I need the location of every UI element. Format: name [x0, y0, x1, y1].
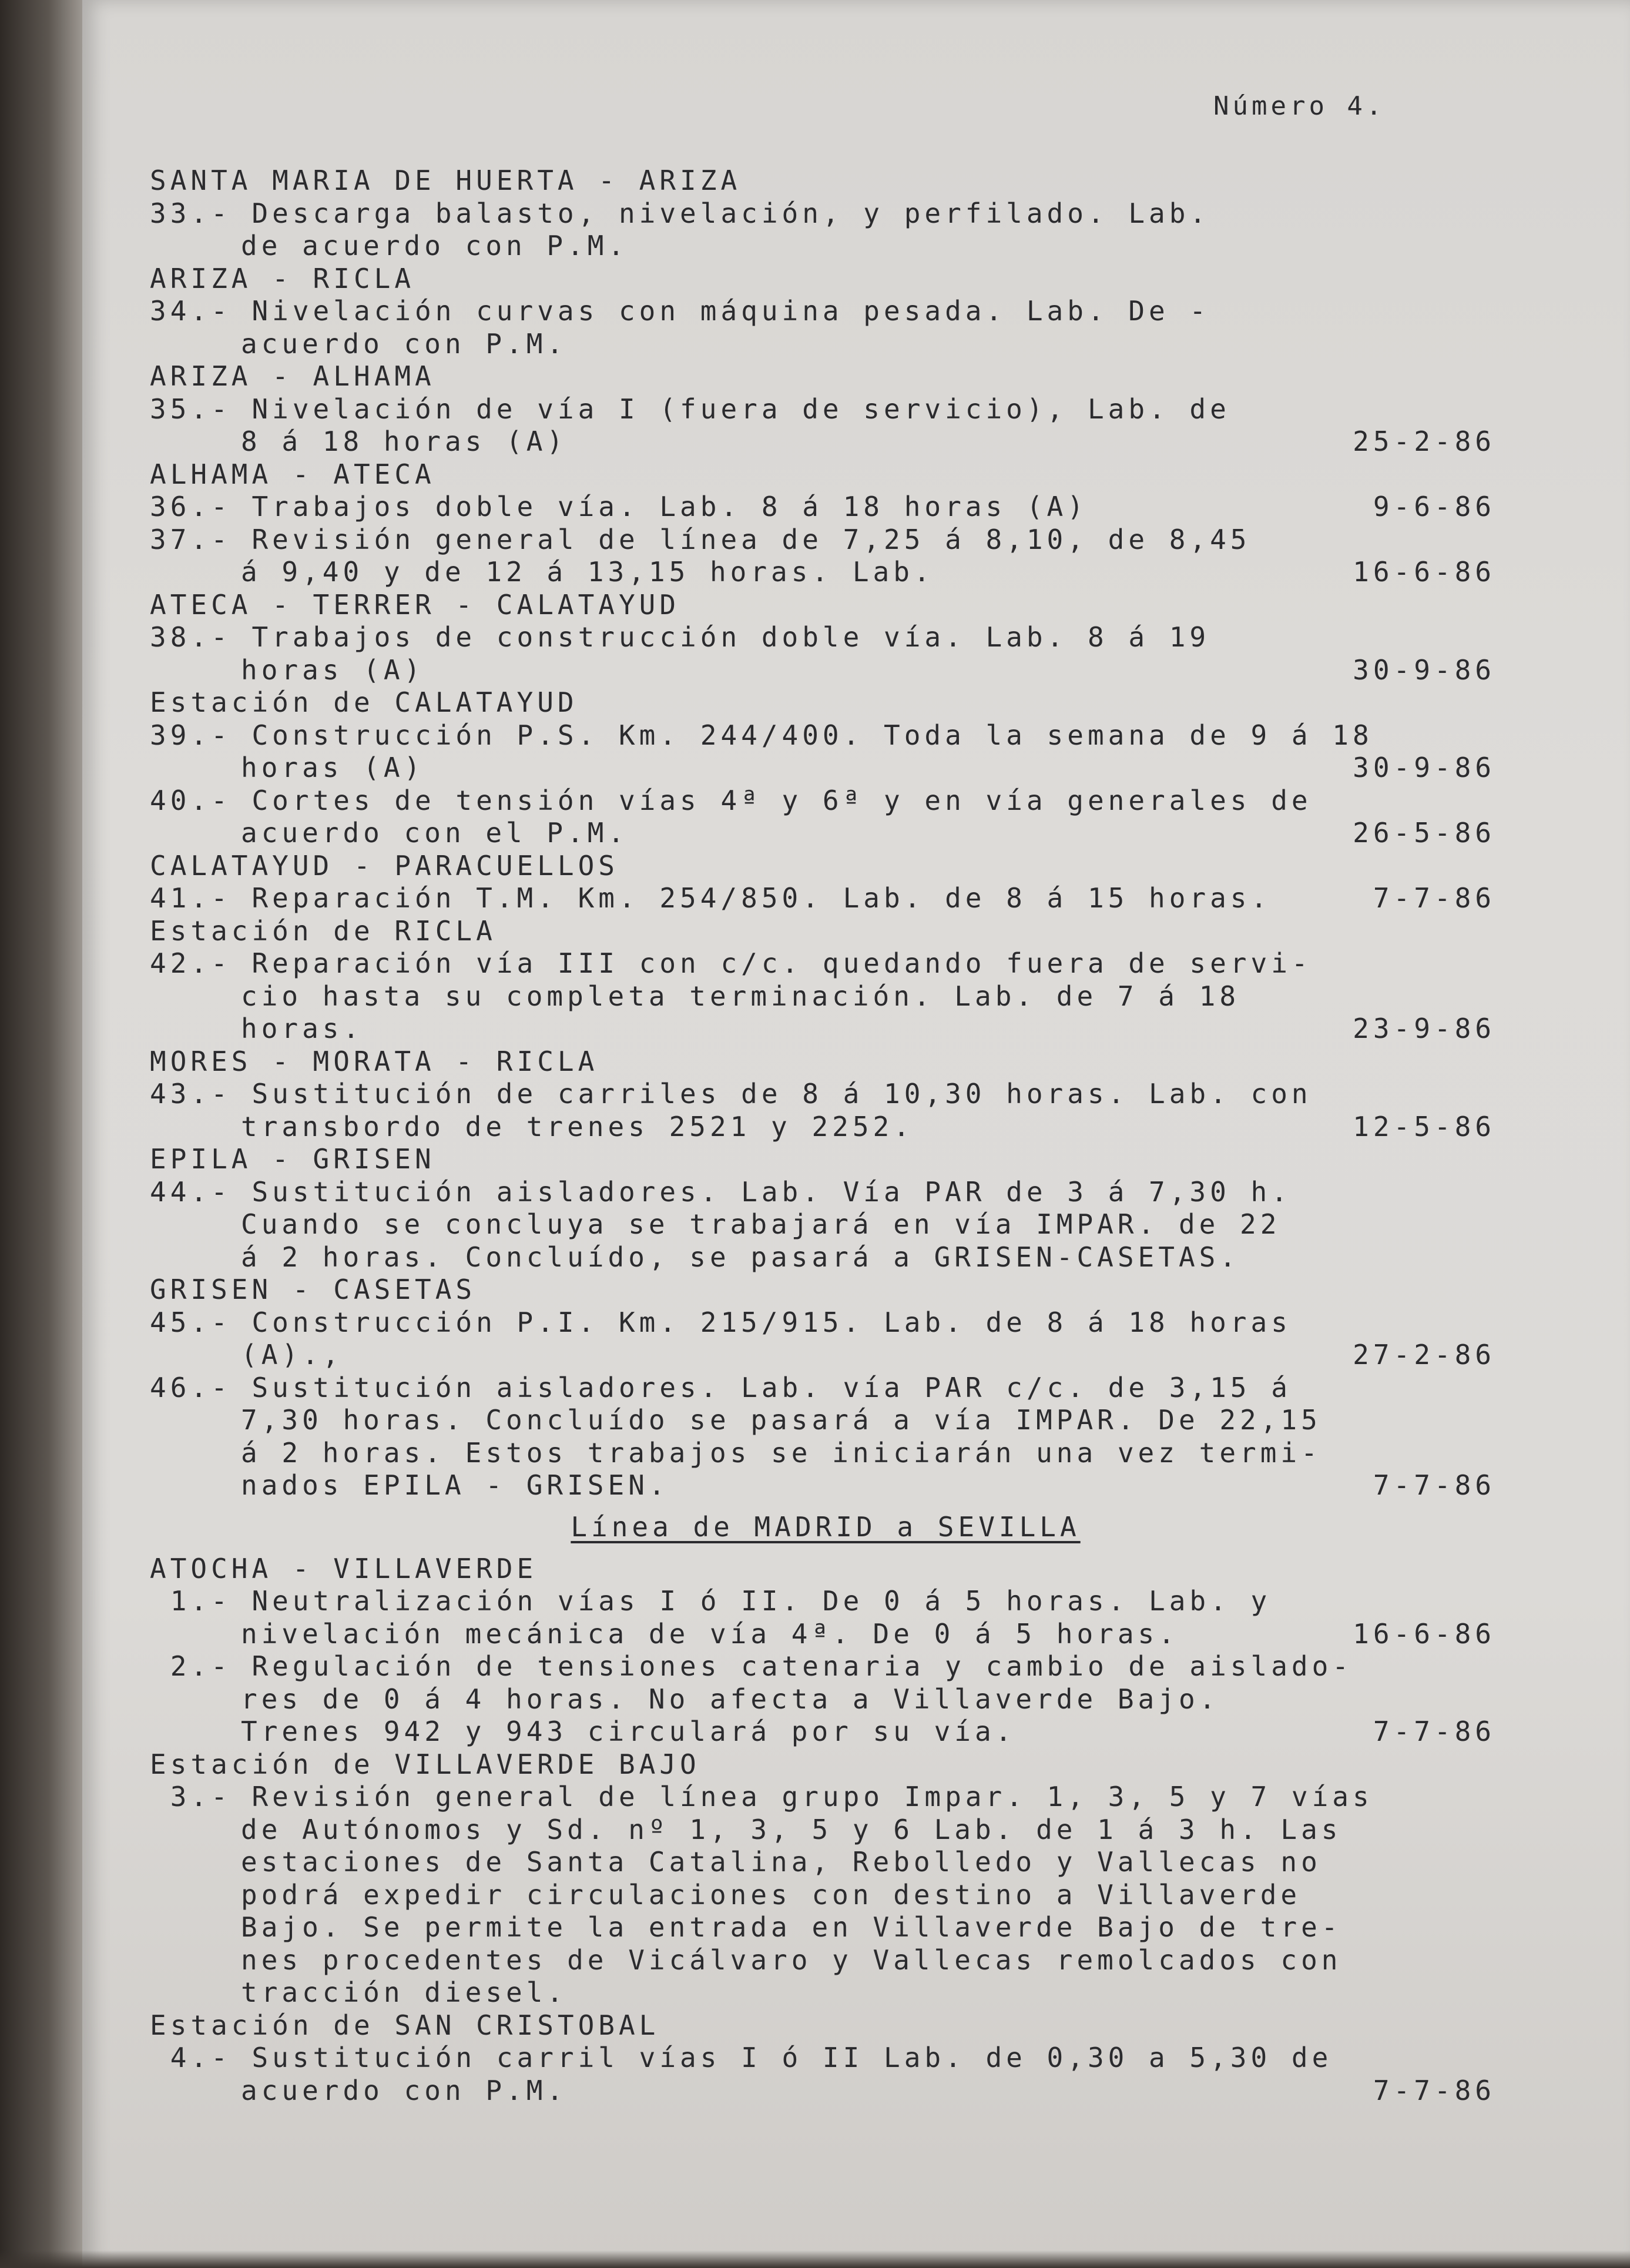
item-line: [150, 1078, 1501, 1111]
item-line: [150, 1176, 1501, 1209]
section-title: [150, 458, 1501, 491]
section-title-text: SANTA MARIA DE HUERTA - ARIZA: [150, 165, 742, 196]
item-line: [150, 2042, 1501, 2075]
item-line: [150, 1716, 1501, 1748]
item-line: [150, 1404, 1501, 1437]
item-text: acuerdo con P.M.: [241, 327, 568, 360]
item-line: [150, 1469, 1501, 1502]
item-line: [150, 328, 1501, 361]
section-title: [150, 589, 1501, 622]
item-text: horas.: [241, 1013, 364, 1044]
item-line: [150, 1013, 1501, 1046]
item-text: 42.- Reparación vía III con c/c. quedando fuera de servi-: [150, 947, 1312, 979]
item-text: horas (A): [241, 654, 425, 686]
section-title-text: CALATAYUD - PARACUELLOS: [150, 849, 619, 882]
item-date: 16-6-86: [1353, 1617, 1495, 1650]
item-line: [150, 1846, 1501, 1879]
item-text: (A).,: [241, 1339, 343, 1371]
item-text: podrá expedir circulaciones con destino a Villaverde: [241, 1878, 1302, 1911]
section-title-text: ARIZA - ALHAMA: [150, 360, 435, 392]
item-text: 43.- Sustitución de carriles de 8 á 10,30 horas. Lab. con: [150, 1078, 1312, 1110]
section-list-2: [150, 1553, 1501, 2108]
section-title-text: Estación de VILLAVERDE BAJO: [150, 1748, 700, 1780]
page-number: Número 4.: [1213, 91, 1386, 121]
item-text: 4.- Sustitución carril vías I ó II Lab. de 0,30 a 5,30 de: [150, 2042, 1333, 2073]
item-text: 7,30 horas. Concluído se pasará a vía IMPAR. De 22,15: [241, 1404, 1322, 1436]
item-text: tracción diesel.: [241, 1976, 568, 2008]
item-text: 45.- Construcción P.I. Km. 215/915. Lab. de 8 á 18 horas: [150, 1306, 1292, 1338]
item-line: [150, 1437, 1501, 1470]
item-text: 46.- Sustitución aisladores. Lab. vía PAR c/c. de 3,15 á: [150, 1371, 1292, 1403]
item-line: [150, 1650, 1501, 1683]
item-text: 8 á 18 horas (A): [241, 426, 568, 457]
line-heading-text: Línea de MADRID a SEVILLA: [571, 1510, 1081, 1543]
line-heading: [150, 1502, 1501, 1553]
section-title: [150, 2009, 1501, 2042]
item-line: [150, 785, 1501, 818]
item-date: 30-9-86: [1353, 654, 1495, 686]
item-date: 26-5-86: [1353, 817, 1495, 849]
item-text: acuerdo con el P.M.: [241, 817, 629, 849]
item-line: [150, 393, 1501, 426]
item-date: 12-5-86: [1353, 1110, 1495, 1143]
item-line: [150, 1208, 1501, 1241]
item-text: 33.- Descarga balasto, nivelación, y perfilado. Lab.: [150, 197, 1210, 229]
item-line: [150, 1879, 1501, 1912]
item-line: [150, 230, 1501, 263]
item-line: [150, 2075, 1501, 2108]
section-title-text: Estación de RICLA: [150, 914, 497, 947]
item-line: [150, 719, 1501, 752]
item-text: 38.- Trabajos de construcción doble vía. Lab. 8 á 19: [150, 621, 1210, 653]
item-line: [150, 947, 1501, 980]
item-line: [150, 1111, 1501, 1144]
item-text: Bajo. Se permite la entrada en Villaverde Bajo de tre-: [241, 1911, 1342, 1943]
item-line: [150, 817, 1501, 850]
section-title: [150, 850, 1501, 883]
item-text: cio hasta su completa terminación. Lab. de 7 á 18: [241, 980, 1240, 1012]
item-text: á 2 horas. Concluído, se pasará a GRISEN-CASETAS.: [241, 1241, 1240, 1273]
item-text: 36.- Trabajos doble vía. Lab. 8 á 18 horas (A): [150, 491, 1088, 522]
section-title: [150, 1553, 1501, 1586]
item-line: [150, 621, 1501, 654]
item-line: [150, 654, 1501, 687]
item-text: á 9,40 y de 12 á 13,15 horas. Lab.: [241, 556, 934, 588]
item-line: [150, 752, 1501, 785]
item-date: 7-7-86: [1373, 2074, 1495, 2106]
section-title-text: GRISEN - CASETAS: [150, 1274, 477, 1305]
item-date: 23-9-86: [1353, 1013, 1495, 1044]
item-date: 16-6-86: [1353, 556, 1495, 588]
section-title-text: MORES - MORATA - RICLA: [150, 1045, 599, 1077]
item-text: nados EPILA - GRISEN.: [241, 1469, 669, 1501]
item-line: [150, 295, 1501, 328]
document-body: [150, 165, 1501, 2107]
item-line: [150, 1814, 1501, 1847]
section-title: [150, 1046, 1501, 1078]
item-line: [150, 1585, 1501, 1618]
section-title: [150, 165, 1501, 197]
item-line: [150, 1372, 1501, 1405]
section-title: [150, 686, 1501, 719]
item-text: horas (A): [241, 752, 425, 783]
section-title-text: ARIZA - RICLA: [150, 262, 415, 294]
item-text: res de 0 á 4 horas. No afecta a Villaverde Bajo.: [241, 1683, 1220, 1715]
item-text: 2.- Regulación de tensiones catenaria y cambio de aislado-: [150, 1650, 1353, 1682]
item-text: estaciones de Santa Catalina, Rebolledo y Vallecas no: [241, 1846, 1322, 1878]
item-line: [150, 426, 1501, 458]
item-line: [150, 882, 1501, 915]
item-text: Cuando se concluya se trabajará en vía IMPAR. de 22: [241, 1208, 1281, 1240]
item-date: 7-7-86: [1373, 1469, 1495, 1501]
item-text: 44.- Sustitución aisladores. Lab. Vía PAR de 3 á 7,30 h.: [150, 1175, 1292, 1208]
item-line: [150, 1976, 1501, 2009]
item-text: nivelación mecánica de vía 4ª. De 0 á 5 horas.: [241, 1617, 1179, 1650]
item-date: 7-7-86: [1373, 1716, 1495, 1747]
item-date: 25-2-86: [1353, 426, 1495, 457]
item-text: acuerdo con P.M.: [241, 2074, 568, 2106]
item-text: de Autónomos y Sd. nº 1, 3, 5 y 6 Lab. de 1 á 3 h. Las: [241, 1813, 1342, 1845]
item-text: 3.- Revisión general de línea grupo Impar. 1, 3, 5 y 7 vías: [150, 1781, 1373, 1813]
binding-edge: [0, 0, 88, 2268]
item-text: 41.- Reparación T.M. Km. 254/850. Lab. de 8 á 15 horas.: [150, 882, 1272, 914]
page-bottom-shadow: [0, 2250, 1630, 2268]
section-title: [150, 1748, 1501, 1781]
item-line: [150, 197, 1501, 230]
item-text: Trenes 942 y 943 circulará por su vía.: [241, 1716, 1016, 1747]
section-title-text: ATECA - TERRER - CALATAYUD: [150, 588, 680, 621]
item-text: de acuerdo con P.M.: [241, 230, 629, 262]
item-text: 39.- Construcción P.S. Km. 244/400. Toda la semana de 9 á 18: [150, 719, 1373, 751]
item-text: 1.- Neutralización vías I ó II. De 0 á 5 horas. Lab. y: [150, 1585, 1272, 1617]
item-text: transbordo de trenes 2521 y 2252.: [241, 1110, 914, 1143]
item-text: 34.- Nivelación curvas con máquina pesada. Lab. De -: [150, 295, 1210, 327]
section-title-text: Estación de SAN CRISTOBAL: [150, 2009, 660, 2041]
item-text: nes procedentes de Vicálvaro y Vallecas remolcados con: [241, 1944, 1342, 1976]
section-list-1: [150, 165, 1501, 1502]
item-line: [150, 1944, 1501, 1977]
item-line: [150, 1911, 1501, 1944]
item-line: [150, 1241, 1501, 1274]
item-date: 27-2-86: [1353, 1339, 1495, 1371]
item-line: [150, 556, 1501, 589]
section-title: [150, 915, 1501, 948]
section-title-text: ATOCHA - VILLAVERDE: [150, 1552, 538, 1584]
item-text: á 2 horas. Estos trabajos se iniciarán una vez termi-: [241, 1436, 1322, 1469]
item-line: [150, 1618, 1501, 1651]
section-title: [150, 1274, 1501, 1306]
section-title: [150, 360, 1501, 393]
section-title-text: Estación de CALATAYUD: [150, 686, 578, 718]
item-line: [150, 1683, 1501, 1716]
item-text: 40.- Cortes de tensión vías 4ª y 6ª y en vía generales de: [150, 784, 1312, 816]
section-title-text: EPILA - GRISEN: [150, 1143, 435, 1175]
item-line: [150, 1781, 1501, 1814]
item-line: [150, 1339, 1501, 1372]
item-text: 37.- Revisión general de línea de 7,25 á 8,10, de 8,45: [150, 523, 1251, 555]
item-date: 30-9-86: [1353, 752, 1495, 783]
section-title-text: ALHAMA - ATECA: [150, 458, 435, 490]
item-date: 7-7-86: [1373, 882, 1495, 914]
item-text: 35.- Nivelación de vía I (fuera de servicio), Lab. de: [150, 393, 1230, 425]
item-line: [150, 491, 1501, 524]
item-line: [150, 980, 1501, 1013]
item-date: 9-6-86: [1373, 491, 1495, 522]
item-line: [150, 1306, 1501, 1339]
section-title: [150, 1143, 1501, 1176]
item-line: [150, 524, 1501, 557]
section-title: [150, 263, 1501, 296]
